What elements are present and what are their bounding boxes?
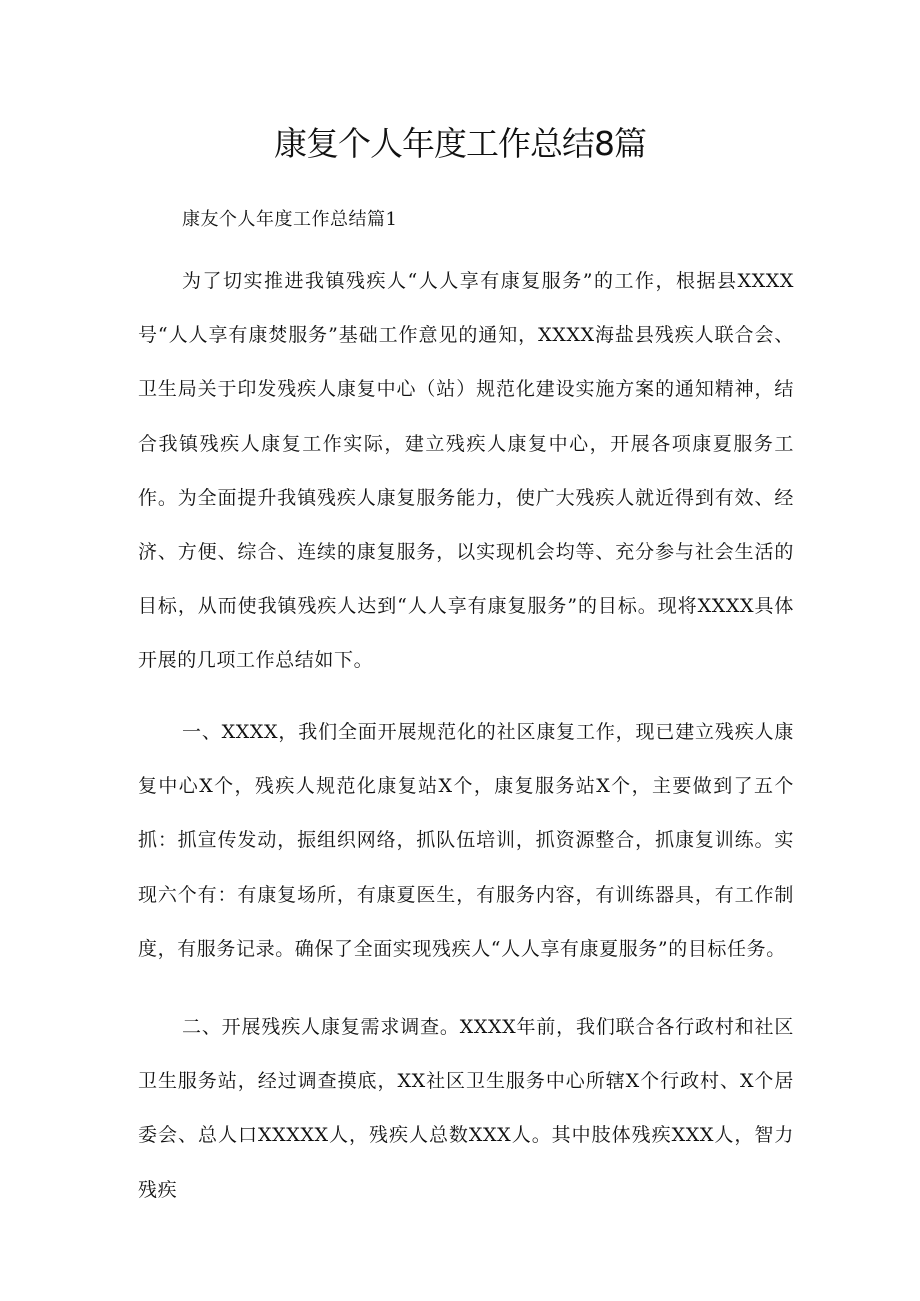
body-paragraph-1: 为了切实推进我镇残疾人“人人享有康复服务”的工作，根据县XXXX号“人人享有康焚服务”基础工作意见的通知，XXXX海盐县残疾人联合会、卫生局关于印发残疾人康复中心（站）规范化建设实施方案的通知精神，结合我镇残疾人康复工作实际，建立残疾人康复中心，开展各项康夏服务工作。为全面提升我镇残疾人康复服务能力，使广大残疾人就近得到有效、经济、方便、综合、连续的康复服务，以实现机会均等、充分参与社会生活的目标，从而使我镇残疾人达到“人人享有康复服务”的目标。现将XXXX具体开展的几项工作总结如下。 — [138, 270, 794, 672]
section-heading: 康友个人年度工作总结篇1 — [182, 209, 398, 230]
body-paragraph-2: 一、XXXX，我们全面开展规范化的社区康复工作，现已建立残疾人康复中心X个，残疾人规范化康复站X个，康复服务站X个，主要做到了五个抓：抓宣传发动，振组织网络，抓队伍培训，抓资源整合，抓康复训练。实现六个有：有康复场所，有康夏医生，有服务内容，有训练器具，有工作制度，有服务记录。确保了全面实现残疾人“人人享有康夏服务”的目标任务。 — [138, 721, 794, 960]
document-title: 康复个人年度工作总结8篇 — [274, 124, 646, 163]
body-paragraph-3: 二、开展残疾人康复需求调查。XXXX年前，我们联合各行政村和社区卫生服务站，经过调查摸底，XX社区卫生服务中心所辖X个行政村、X个居委会、总人口XXXXX人，残疾人总数XXX人。其中肢体残疾XXX人，智力残疾 — [138, 1016, 794, 1201]
